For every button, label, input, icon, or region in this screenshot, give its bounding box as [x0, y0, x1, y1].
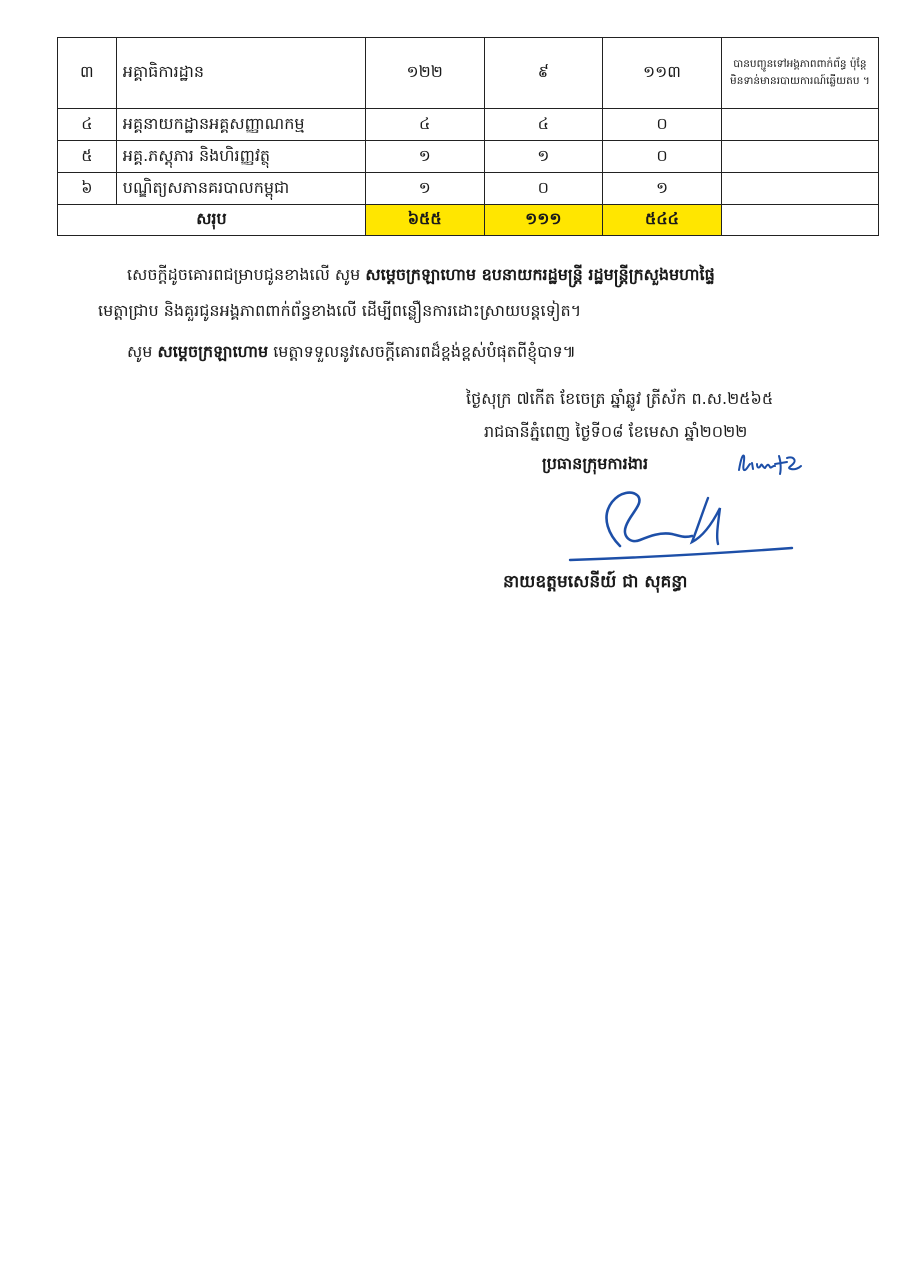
total-row	[58, 205, 879, 236]
row-number: ៤	[58, 109, 117, 141]
table-row	[58, 141, 879, 173]
pending-count: ០	[603, 109, 722, 141]
signer-name: នាយឧត្តមសេនីយ៍ ជា សុគន្ធា	[503, 572, 688, 592]
total-label: សរុប	[58, 205, 366, 236]
unit-name: អគ្គ.ភស្តុភារ និងហិរញ្ញវត្ថុ	[116, 141, 365, 173]
addressee-bold: សម្តេចក្រឡាហោម ឧបនាយករដ្ឋមន្ត្រី រដ្ឋមន្ត្រីក្រសួងមហាផ្ទៃ	[365, 265, 715, 284]
total-pending: ៥៤៤	[603, 205, 722, 236]
unit-name: អគ្គាធិការដ្ឋាន	[116, 38, 365, 109]
table-row	[58, 109, 879, 141]
table-row	[58, 173, 879, 205]
signer-title: ប្រធានក្រុមការងារ	[542, 454, 649, 473]
paragraph-request-line-1	[127, 259, 715, 291]
paragraph-request-line-2: មេត្តាជ្រាប និងគួរជូនអង្គភាពពាក់ព័ន្ធខាងលើ ដើម្បីពន្លឿនការដោះស្រាយបន្តទៀត។	[98, 301, 582, 320]
unit-name: បណ្ឌិត្យសភានគរបាលកម្ពុជា	[116, 173, 365, 205]
pending-count: ១	[603, 173, 722, 205]
resolved-count: ១	[484, 141, 603, 173]
table-row	[58, 38, 879, 109]
pending-count: ១១៣	[603, 38, 722, 109]
pending-count: ០	[603, 141, 722, 173]
row-number: ៣	[58, 38, 117, 109]
received-count: ១	[365, 173, 484, 205]
signature-mark	[560, 478, 800, 568]
resolved-count: ៩	[484, 38, 603, 109]
received-count: ៤	[365, 109, 484, 141]
row-number: ៥	[58, 141, 117, 173]
received-count: ១២២	[365, 38, 484, 109]
row-note	[721, 173, 878, 205]
received-count: ១	[365, 141, 484, 173]
total-resolved: ១១១	[484, 205, 603, 236]
addressee-bold: សម្តេចក្រឡាហោម	[157, 342, 269, 361]
row-number: ៦	[58, 173, 117, 205]
paragraph-text: សូម	[127, 342, 158, 361]
lunar-date: ថ្ងៃសុក្រ ៧កើត ខែចេត្រ ឆ្នាំឆ្លូវ ត្រីស័ក ព.ស.២៥៦៥	[466, 389, 774, 408]
resolved-count: ៤	[484, 109, 603, 141]
solar-date: រាជធានីភ្នំពេញ ថ្ងៃទី០៨ ខែមេសា ឆ្នាំ២០២២	[484, 422, 748, 441]
row-note	[721, 109, 878, 141]
initials-mark	[735, 448, 805, 478]
total-note	[721, 205, 878, 236]
resolved-count: ០	[484, 173, 603, 205]
unit-name: អគ្គនាយកដ្ឋានអគ្គសញ្ញាណកម្ម	[116, 109, 365, 141]
paragraph-text: មេត្តាទទួលនូវសេចក្តីគោរពដ៏ខ្ពង់ខ្ពស់បំផុតពីខ្ញុំបាទ៕	[268, 342, 576, 361]
total-received: ៦៥៥	[365, 205, 484, 236]
row-note	[721, 141, 878, 173]
paragraph-text: សេចក្តីដូចគោរពជម្រាបជូនខាងលើ សូម	[127, 265, 366, 284]
complaint-summary-table	[57, 37, 879, 236]
row-note: បានបញ្ជូនទៅអង្គភាពពាក់ព័ន្ធ ប៉ុន្តែមិនទាន់មានរបាយការណ៍ឆ្លើយតប ។	[721, 38, 878, 109]
paragraph-closing	[127, 336, 576, 368]
